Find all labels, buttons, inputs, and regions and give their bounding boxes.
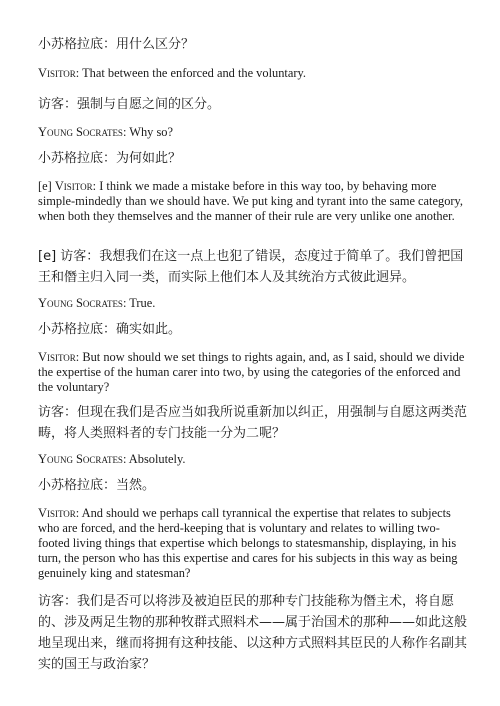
chinese-paragraph (38, 34, 468, 55)
chinese-paragraph (38, 94, 468, 115)
chinese-paragraph (38, 246, 468, 288)
speaker-label: 访客： (38, 405, 78, 420)
chinese-paragraph (38, 591, 468, 675)
stephanus-marker: [e] (38, 179, 55, 193)
utterance-text: 我们是否可以将涉及被迫臣民的那种专门技能称为僭主术，将自愿的、涉及两足生物的那种牧群式照料术——属于治国术的那种——如此这般地呈现出来，继而将拥有这种技能、以这种方式照料其臣民的人称作名副其实的国王与政治家？ (38, 594, 468, 672)
chinese-paragraph (38, 148, 468, 169)
english-paragraph (38, 66, 468, 81)
english-paragraph (38, 506, 468, 581)
english-paragraph (38, 179, 468, 224)
english-paragraph (38, 125, 468, 140)
speaker-label: Visitor: (54, 179, 97, 193)
stephanus-marker: [e] (38, 249, 61, 264)
utterance-text: 我想我们在这一点上也犯了错误，态度过于简单了。我们曾把国王和僭主归入同一类，而实际上他们本人及其统治方式彼此迥异。 (38, 249, 464, 285)
speaker-label: Visitor: (38, 506, 80, 520)
utterance-text: Absolutely. (126, 452, 186, 466)
speaker-label: 小苏格拉底： (38, 322, 117, 337)
speaker-label: 小苏格拉底： (38, 37, 117, 52)
utterance-text: But now should we set things to rights again, and, as I said, should we divide the expertise of the human carer into two, by using the categories of the enforced and the voluntary? (38, 350, 465, 394)
english-paragraph (38, 296, 468, 311)
utterance-text: That between the enforced and the voluntary. (79, 66, 306, 80)
utterance-text: I think we made a mistake before in this way too, by behaving more simple-mindedly than we should have. We put king and tyrant into the same category, when both they themselves and the manner of their rule are very unlike one another. (38, 179, 464, 223)
speaker-label: 小苏格拉底： (38, 478, 117, 493)
chinese-paragraph (38, 475, 468, 496)
english-paragraph (38, 452, 468, 467)
english-paragraph (38, 350, 468, 395)
speaker-label: Young Socrates: (38, 452, 127, 466)
speaker-label: 访客： (38, 594, 78, 609)
speaker-label: Visitor: (38, 350, 80, 364)
utterance-text: True. (126, 296, 156, 310)
utterance-text: 强制与自愿之间的区分。 (77, 97, 221, 112)
speaker-label: Young Socrates: (38, 125, 127, 139)
speaker-label: 访客： (38, 97, 78, 112)
utterance-text: 为何如此？ (116, 151, 182, 166)
speaker-label: 访客： (60, 249, 100, 264)
speaker-label: 小苏格拉底： (38, 151, 117, 166)
speaker-label: Visitor: (38, 66, 80, 80)
utterance-text: 用什么区分？ (116, 37, 195, 52)
utterance-text: 当然。 (116, 478, 156, 493)
utterance-text: And should we perhaps call tyrannical the expertise that relates to subjects who are forced, and the herd-keeping that is voluntary and relates to willing two-footed living things that expertise which belongs to statesmanship, displaying, in his turn, the person who has this expertise and cares for his subjects in this way as being genuinely king and statesman? (38, 506, 458, 580)
utterance-text: 但现在我们是否应当如我所说重新加以纠正，用强制与自愿这两类范畴，将人类照料者的专门技能一分为二呢？ (38, 405, 468, 441)
chinese-paragraph (38, 319, 468, 340)
utterance-text: Why so? (126, 125, 173, 139)
utterance-text: 确实如此。 (116, 322, 182, 337)
speaker-label: Young Socrates: (38, 296, 127, 310)
chinese-paragraph (38, 402, 468, 444)
